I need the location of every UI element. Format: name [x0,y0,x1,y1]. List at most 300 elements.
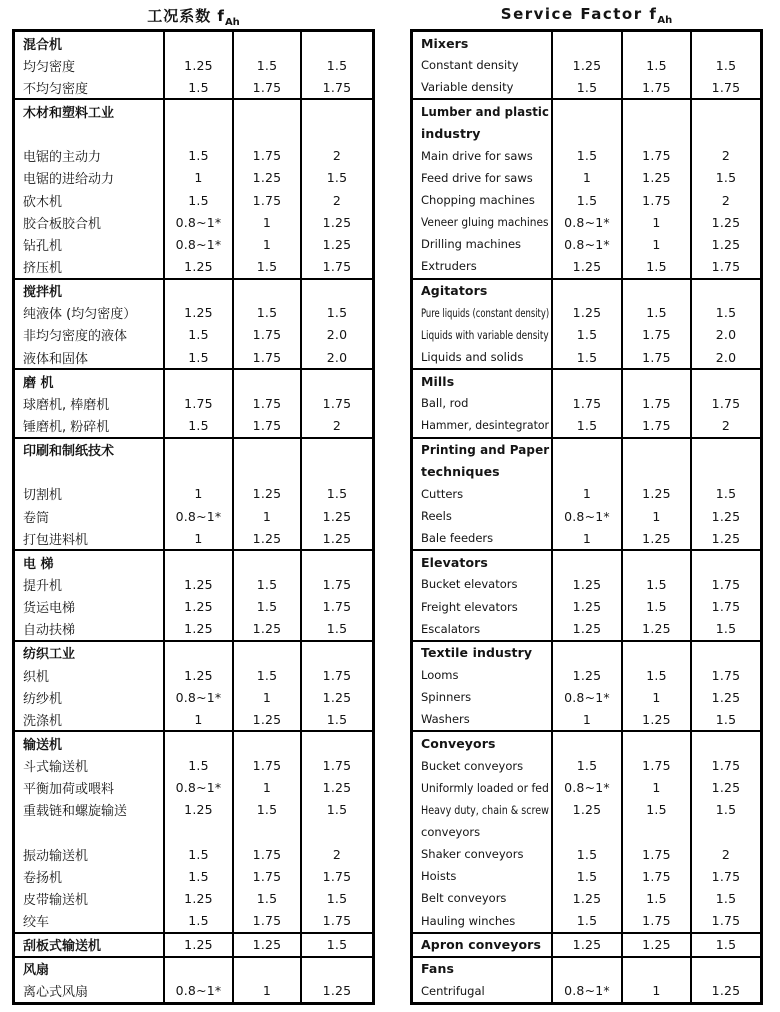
row-label: 非均匀密度的液体 [23,329,128,345]
table-section [15,32,372,100]
factor-value: 1.25 [300,505,372,527]
service-factor-table-english [410,29,763,1005]
factor-value [300,439,372,461]
table-section [413,642,760,733]
factor-value: 1 [232,686,300,708]
table-row [413,755,760,777]
factor-value [621,280,690,302]
table-row [413,934,760,956]
row-label: 打包进料机 [23,532,89,548]
factor-value [163,821,232,843]
factor-value: 2.0 [690,324,760,346]
factor-value: 1.75 [621,324,690,346]
factor-value: 1.5 [551,755,621,777]
factor-value: 1.5 [163,76,232,98]
factor-value: 1.75 [690,392,760,414]
factor-value [690,32,760,54]
table-row [413,686,760,708]
factor-value: 1.75 [232,145,300,167]
factor-value: 1.5 [163,346,232,368]
factor-value [300,123,372,145]
factor-value: 1.5 [232,799,300,821]
factor-value: 1 [551,483,621,505]
row-label: Ball, rod [421,396,469,411]
factor-value: 1.25 [300,777,372,799]
factor-value: 1 [621,686,690,708]
factor-value: 0.8~1* [551,980,621,1002]
row-label: 挤压机 [23,260,63,276]
row-label: Cutters [421,486,464,501]
table-row [15,664,372,686]
table-row [413,887,760,909]
factor-value: 1.25 [300,686,372,708]
table-row [15,865,372,887]
factor-value [163,642,232,664]
table-row [15,189,372,211]
factor-value [551,958,621,980]
factor-value: 1 [232,505,300,527]
factor-value: 1.25 [300,980,372,1002]
row-label: Elevators [421,554,488,570]
table-row [413,483,760,505]
factor-value: 1.75 [690,255,760,277]
factor-value: 1.75 [232,909,300,931]
factor-value: 1.25 [163,799,232,821]
table-row [15,909,372,931]
factor-value: 2 [300,414,372,436]
factor-value: 1.5 [300,618,372,640]
row-label: Escalators [421,621,481,636]
row-label: Belt conveyors [421,891,507,906]
factor-value: 1.5 [690,618,760,640]
row-label: techniques [421,464,500,480]
table-row [15,483,372,505]
factor-value: 2.0 [690,346,760,368]
factor-value: 1.75 [300,573,372,595]
factor-value: 1.5 [621,302,690,324]
factor-value [621,123,690,145]
factor-value [163,551,232,573]
factor-value: 1.5 [690,934,760,956]
table-row [413,732,760,754]
factor-value [300,100,372,122]
row-label: 斗式输送机 [23,760,89,776]
row-label: 自动扶梯 [23,623,76,639]
spacer-row [15,821,372,843]
row-label: 不均匀密度 [23,81,89,97]
factor-value: 1.5 [621,664,690,686]
row-label: Liquids with variable density [421,327,549,342]
factor-value: 1.75 [621,145,690,167]
factor-value [551,439,621,461]
factor-value: 1 [163,483,232,505]
factor-value [300,280,372,302]
table-row [15,642,372,664]
factor-value: 1.5 [621,573,690,595]
factor-value: 0.8~1* [163,777,232,799]
row-label: 切割机 [23,488,63,504]
table-section [15,439,372,552]
factor-value: 1.5 [300,483,372,505]
right-table-title-subscript: Ah [657,15,673,26]
table-section [413,732,760,933]
factor-value: 1.5 [621,887,690,909]
row-label: Extruders [421,259,477,274]
table-section [413,280,760,371]
factor-value [621,439,690,461]
table-row [15,887,372,909]
factor-value: 1.5 [621,799,690,821]
table-section [15,958,372,1002]
factor-value: 1.5 [232,887,300,909]
spacer-row [15,461,372,483]
row-label: Apron conveyors [421,937,541,953]
row-label [15,821,163,843]
factor-value [300,370,372,392]
factor-value: 1.5 [163,324,232,346]
factor-value: 0.8~1* [551,777,621,799]
factor-value: 1.25 [621,167,690,189]
factor-value: 1.25 [163,54,232,76]
factor-value: 1.75 [232,392,300,414]
row-label: 钻孔机 [23,238,63,254]
factor-value: 1.75 [300,909,372,931]
factor-value [551,732,621,754]
factor-value: 1 [551,527,621,549]
factor-value: 1.25 [551,887,621,909]
table-row [15,145,372,167]
factor-value: 1 [163,167,232,189]
factor-value [232,280,300,302]
factor-value: 2 [690,843,760,865]
factor-value: 1.75 [621,392,690,414]
factor-value: 1.5 [232,596,300,618]
factor-value [551,123,621,145]
factor-value: 1.25 [690,233,760,255]
factor-value [690,642,760,664]
table-row [15,280,372,302]
factor-value: 1.75 [232,843,300,865]
row-label: Washers [421,712,470,727]
table-row [15,755,372,777]
factor-value [163,732,232,754]
table-row [413,32,760,54]
factor-value: 1.25 [232,527,300,549]
row-label: 离心式风扇 [23,985,89,1001]
factor-value: 1.5 [551,145,621,167]
factor-value: 1.5 [300,167,372,189]
factor-value [690,123,760,145]
table-row [15,686,372,708]
factor-value: 2 [300,189,372,211]
table-row [15,414,372,436]
factor-value: 1.25 [551,664,621,686]
factor-value [551,642,621,664]
factor-value [300,32,372,54]
factor-value [163,461,232,483]
factor-value [232,100,300,122]
row-label: Bucket conveyors [421,758,524,773]
row-label: Shaker conveyors [421,847,524,862]
table-section [15,642,372,733]
title-row [0,0,780,29]
table-row [413,123,760,145]
factor-value [551,280,621,302]
factor-value: 1 [232,233,300,255]
factor-value: 1 [551,167,621,189]
factor-value [232,958,300,980]
row-label: Mixers [421,35,469,51]
factor-value: 1.75 [300,596,372,618]
row-label: Hoists [421,869,457,884]
table-section [15,732,372,933]
factor-value: 1.5 [551,76,621,98]
factor-value: 1.5 [690,167,760,189]
row-label: 木材和塑料工业 [23,105,115,121]
table-row [15,505,372,527]
factor-value: 1.5 [551,865,621,887]
factor-value: 1.5 [621,596,690,618]
factor-value: 1.5 [690,708,760,730]
factor-value: 1.5 [163,865,232,887]
factor-value: 1.75 [551,392,621,414]
row-label: 刮板式输送机 [23,939,102,955]
row-label: 液体和固体 [23,351,89,367]
row-label: 卷筒 [23,510,50,526]
table-row [413,392,760,414]
factor-value: 1.25 [551,596,621,618]
row-label: 提升机 [23,578,63,594]
row-label: 混合机 [23,37,63,53]
factor-value: 1 [621,211,690,233]
factor-value: 1 [163,708,232,730]
factor-value: 1 [232,211,300,233]
factor-value [232,821,300,843]
table-row [413,618,760,640]
row-label: 振动输送机 [23,848,89,864]
row-label: 重载链和螺旋输送 [23,804,128,820]
factor-value: 1.25 [300,527,372,549]
row-label: 绞车 [23,915,50,931]
factor-value [300,732,372,754]
table-row [15,392,372,414]
table-row [413,280,760,302]
row-label: conveyors [421,824,481,839]
table-row [413,76,760,98]
row-label: 卷扬机 [23,870,63,886]
factor-value: 1.75 [300,664,372,686]
factor-value [621,551,690,573]
table-section [413,100,760,279]
factor-value: 1.5 [232,573,300,595]
factor-value [621,821,690,843]
table-row [15,167,372,189]
table-row [15,732,372,754]
row-label: 磨 机 [23,375,54,391]
factor-value: 1.5 [232,664,300,686]
factor-value [232,732,300,754]
factor-value: 1.25 [232,167,300,189]
row-label: 皮带输送机 [23,892,89,908]
factor-value [690,551,760,573]
row-label: Mills [421,373,455,389]
factor-value: 0.8~1* [551,233,621,255]
factor-value [690,439,760,461]
table-row [15,958,372,980]
factor-value [232,32,300,54]
factor-value: 1.75 [621,755,690,777]
table-row [15,255,372,277]
factor-value [163,123,232,145]
factor-value: 2 [300,843,372,865]
table-row [15,843,372,865]
factor-value: 1.5 [300,934,372,956]
factor-value [232,551,300,573]
left-table-title [12,5,375,29]
factor-value: 1.5 [163,145,232,167]
factor-value: 1.5 [551,843,621,865]
table-section [413,370,760,438]
table-row [413,642,760,664]
factor-value [621,732,690,754]
factor-value: 0.8~1* [163,980,232,1002]
table-row [15,934,372,956]
row-label: 电 梯 [23,556,54,572]
factor-value: 2 [690,414,760,436]
factor-value: 1.5 [621,255,690,277]
table-section [413,551,760,642]
table-row [413,167,760,189]
factor-value: 1.25 [551,573,621,595]
factor-value: 0.8~1* [163,233,232,255]
factor-value: 1.25 [551,618,621,640]
factor-value: 1.25 [163,664,232,686]
factor-value: 1.75 [690,596,760,618]
table-section [15,551,372,642]
row-label: 纺织工业 [23,647,76,663]
table-section [413,934,760,958]
row-label: 输送机 [23,737,63,753]
row-label: Heavy duty, chain & screw [421,802,549,817]
factor-value [551,461,621,483]
factor-value: 1.25 [232,708,300,730]
row-label: 洗涤机 [23,713,63,729]
table-row [15,439,372,461]
factor-value: 1.5 [690,887,760,909]
row-label: Chopping machines [421,193,535,208]
left-table-title-text: 工况系数 f [147,7,225,25]
factor-value [163,958,232,980]
factor-value: 2.0 [300,346,372,368]
factor-value: 0.8~1* [163,211,232,233]
row-label: 球磨机, 棒磨机 [23,397,110,413]
factor-value: 1.75 [621,76,690,98]
factor-value: 0.8~1* [551,505,621,527]
table-row [15,32,372,54]
table-row [413,233,760,255]
factor-value: 1.5 [232,54,300,76]
factor-value: 1.5 [690,54,760,76]
factor-value [232,370,300,392]
factor-value [551,100,621,122]
row-label: Feed drive for saws [421,170,533,185]
row-label: 货运电梯 [23,601,76,617]
factor-value: 1.75 [163,392,232,414]
factor-value: 1.25 [621,483,690,505]
factor-value: 1.75 [232,755,300,777]
factor-value [232,123,300,145]
table-row [15,596,372,618]
factor-value [232,642,300,664]
table-row [15,573,372,595]
table-row [413,551,760,573]
factor-value [300,642,372,664]
factor-value: 1.5 [690,799,760,821]
row-label: Liquids and solids [421,350,524,365]
row-label: Printing and Paper [421,442,550,458]
table-row [413,664,760,686]
right-table-title [410,5,763,29]
table-row [413,573,760,595]
factor-value [551,551,621,573]
row-label: Uniformly loaded or fed [421,780,549,795]
factor-value: 1.25 [232,934,300,956]
factor-value: 1.5 [551,346,621,368]
factor-value: 1.75 [621,865,690,887]
table-row [413,843,760,865]
table-row [413,414,760,436]
factor-value: 1.25 [300,233,372,255]
factor-value: 1.75 [232,865,300,887]
row-label: Bucket elevators [421,577,518,592]
row-label: Fans [421,961,454,977]
row-label: Hammer, desintegrator [421,418,549,433]
factor-value [300,551,372,573]
factor-value: 1.75 [621,843,690,865]
factor-value: 1.5 [232,302,300,324]
factor-value [163,280,232,302]
table-row [15,799,372,821]
row-label: Centrifugal [421,983,485,998]
factor-value [163,370,232,392]
table-row [413,324,760,346]
table-row [15,527,372,549]
factor-value: 1.75 [300,392,372,414]
factor-value: 1.25 [232,618,300,640]
factor-value: 1.5 [163,909,232,931]
factor-value: 2 [300,145,372,167]
factor-value: 1.75 [300,255,372,277]
right-table-title-text: Service Factor f [500,5,658,23]
factor-value: 1.25 [621,527,690,549]
factor-value: 1.5 [690,483,760,505]
row-label: Spinners [421,690,472,705]
row-label: Freight elevators [421,599,518,614]
factor-value: 1.5 [551,414,621,436]
factor-value: 1.25 [621,618,690,640]
factor-value: 1.5 [300,887,372,909]
table-row [413,821,760,843]
factor-value: 0.8~1* [163,505,232,527]
row-label: Agitators [421,283,488,299]
factor-value: 1.25 [163,934,232,956]
factor-value: 0.8~1* [551,211,621,233]
factor-value [551,370,621,392]
table-row [413,370,760,392]
table-row [15,324,372,346]
table-row [15,708,372,730]
factor-value [621,100,690,122]
